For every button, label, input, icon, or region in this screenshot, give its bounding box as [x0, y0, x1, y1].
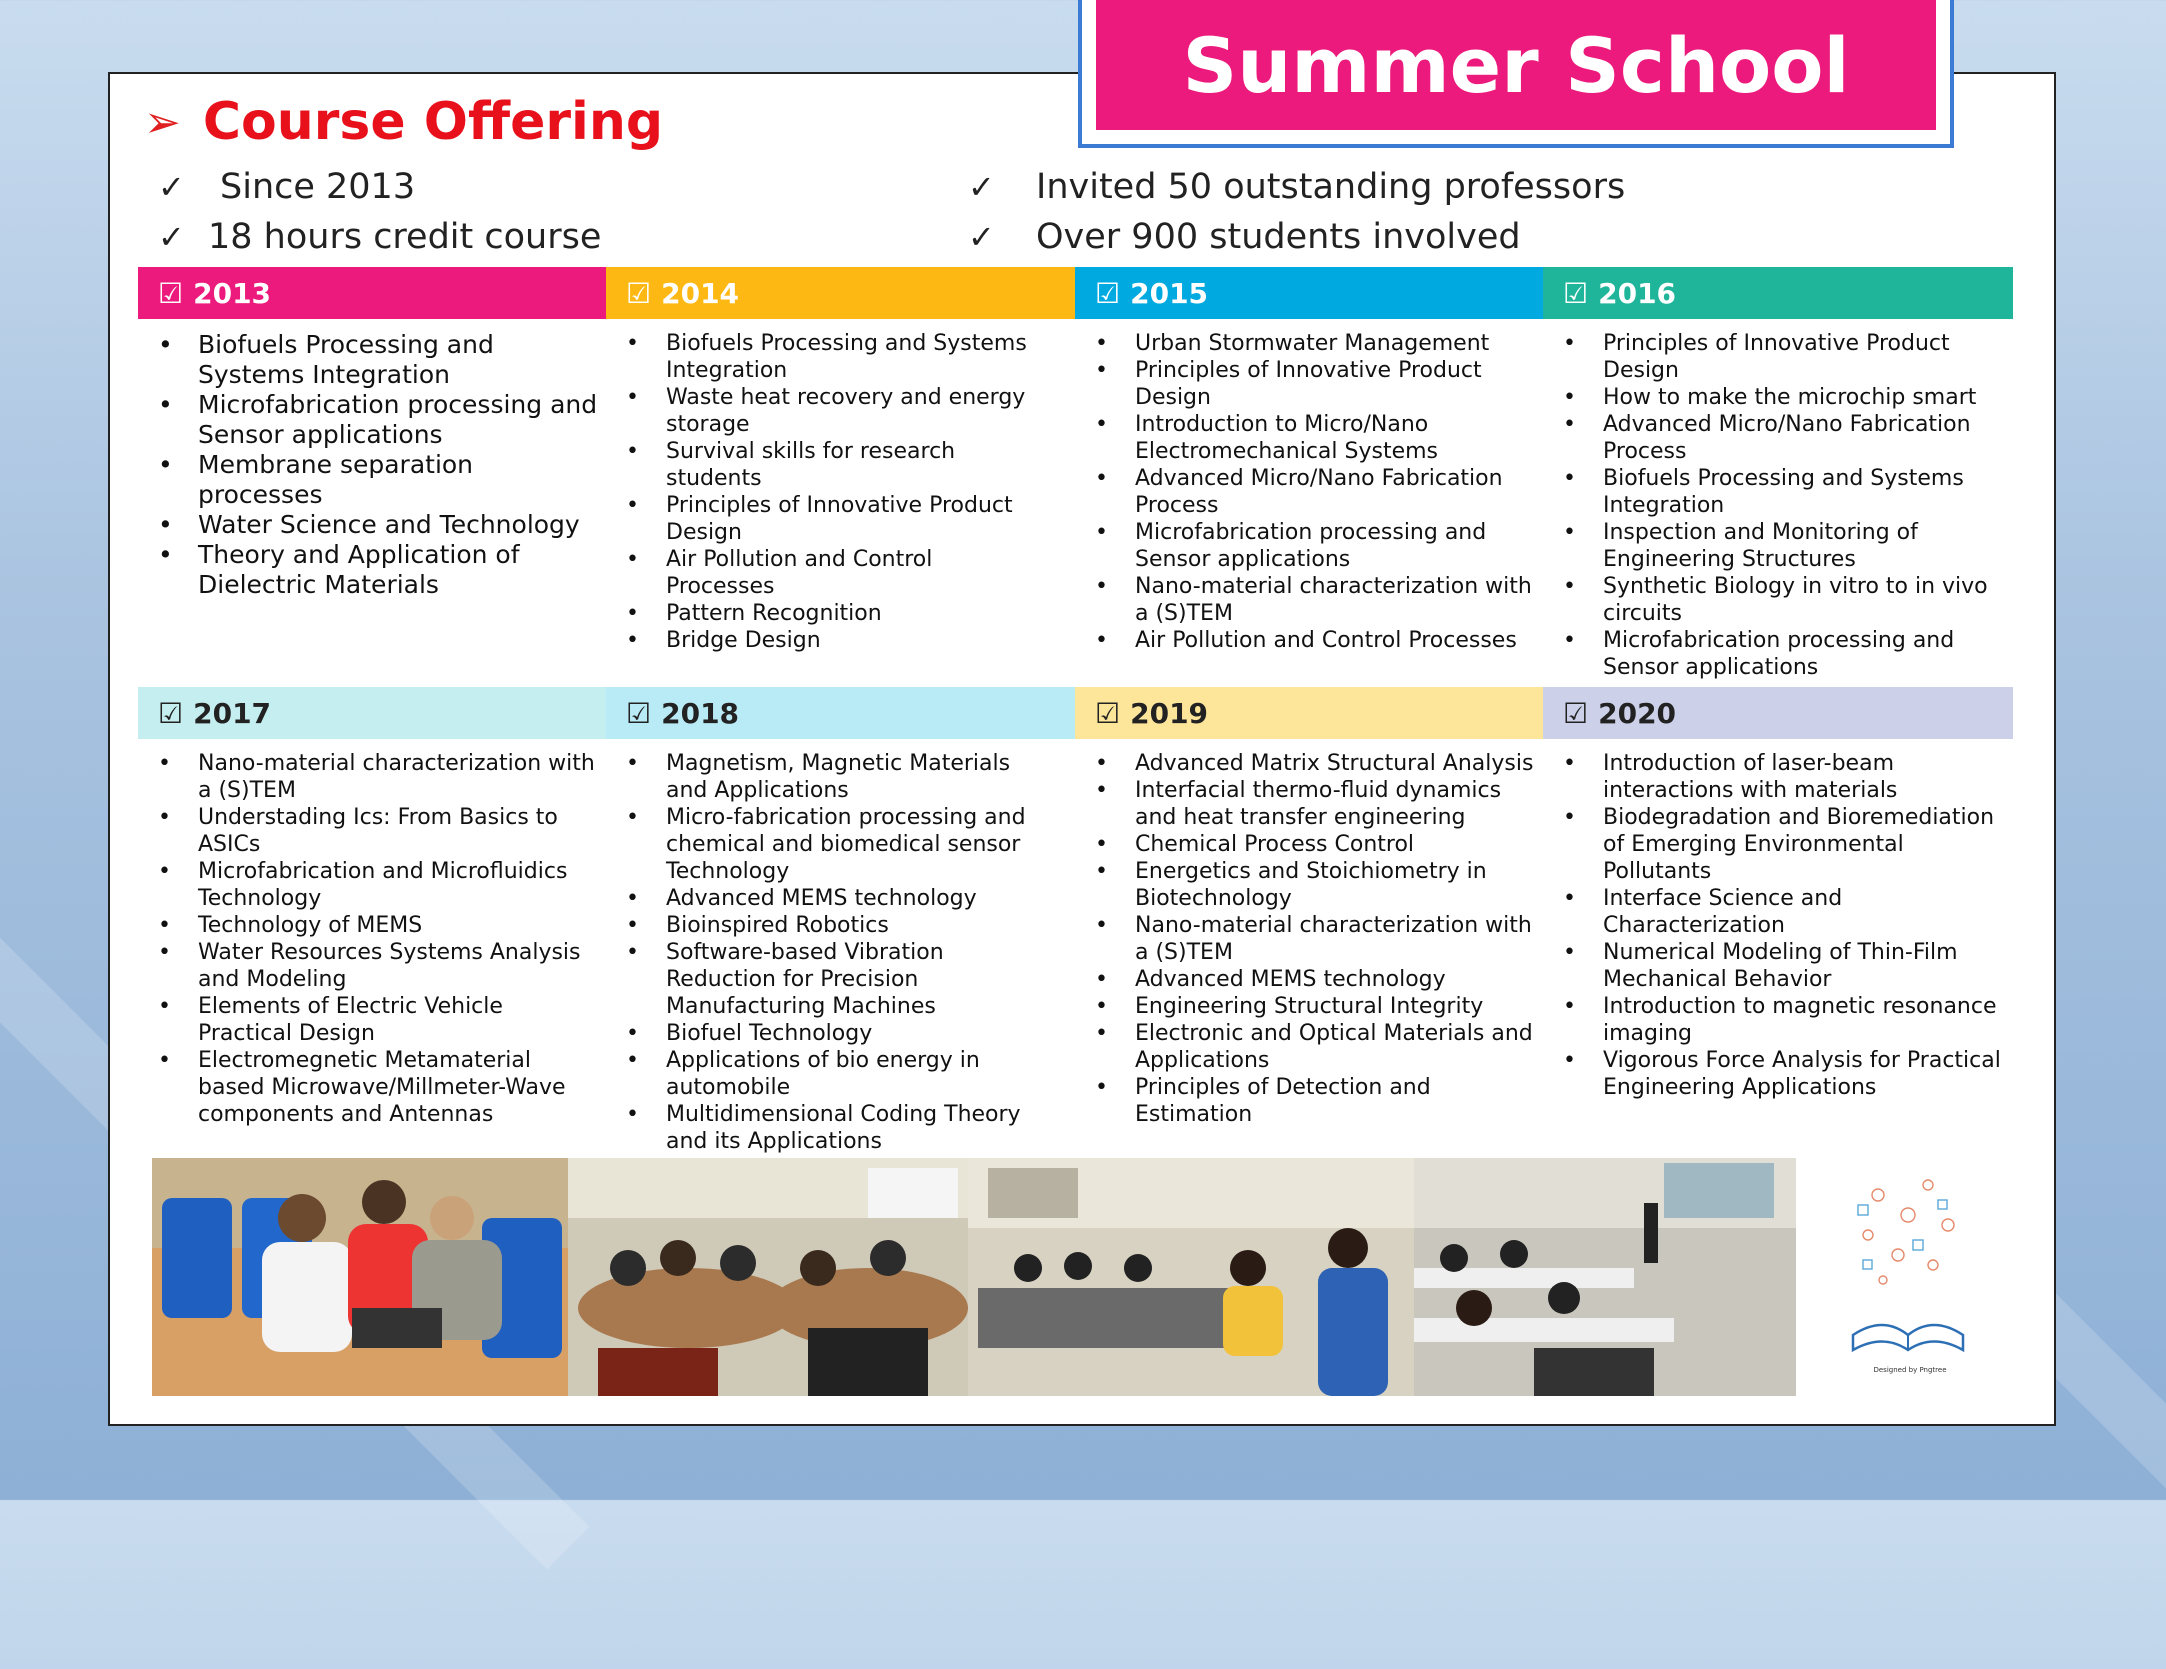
list-item: • Nano-material characterization with a (S)TEM: [1075, 912, 1545, 966]
list-item: • Energetics and Stoichiometry in Biotechnology: [1075, 858, 1545, 912]
year-label: 2016: [1598, 276, 1677, 310]
list-item: • Membrane separation processes: [138, 450, 600, 510]
course-list-2015: [1075, 330, 1545, 654]
year-header-2016: [1543, 267, 2013, 319]
list-item: • Microfabrication and Microfluidics Technology: [138, 858, 600, 912]
list-item: • Urban Stormwater Management: [1075, 330, 1545, 357]
highlight-item: [158, 217, 601, 257]
list-item: • Numerical Modeling of Thin-Film Mechanical Behavior: [1543, 939, 2013, 993]
checkmark-icon: ✓: [158, 168, 185, 206]
list-item: • Advanced MEMS technology: [1075, 966, 1545, 993]
highlight-text: Since 2013: [220, 167, 416, 207]
classroom-photo: [152, 1158, 568, 1396]
list-item: • Biofuels Processing and Systems Integration: [138, 330, 600, 390]
checkbox-icon: ☑: [1563, 696, 1589, 730]
year-header-2013: [138, 267, 606, 319]
year-label: 2014: [661, 276, 740, 310]
list-item: • Microfabrication processing and Sensor applications: [1543, 627, 2013, 681]
classroom-photo: [968, 1158, 1414, 1396]
list-item: • Theory and Application of Dielectric Materials: [138, 540, 600, 600]
highlight-item: [968, 217, 1521, 257]
list-item: • Principles of Innovative Product Design: [1075, 357, 1545, 411]
course-list-2017: [138, 750, 600, 1128]
course-list-2018: [606, 750, 1046, 1155]
list-item: • Biodegradation and Bioremediation of Emerging Environmental Pollutants: [1543, 804, 2013, 885]
section-heading: [144, 92, 663, 152]
classroom-photo: [568, 1158, 968, 1396]
checkbox-icon: ☑: [626, 696, 652, 730]
list-item: • Microfabrication processing and Sensor applications: [1075, 519, 1545, 573]
list-item: • Software-based Vibration Reduction for Precision Manufacturing Machines: [606, 939, 1046, 1020]
course-list-2014: [606, 330, 1046, 654]
year-label: 2015: [1130, 276, 1209, 310]
list-item: • Interface Science and Characterization: [1543, 885, 2013, 939]
list-item: • Inspection and Monitoring of Engineering Structures: [1543, 519, 2013, 573]
list-item: • Nano-material characterization with a (S)TEM: [138, 750, 600, 804]
checkmark-icon: ✓: [968, 168, 995, 206]
list-item: • Nano-material characterization with a (S)TEM: [1075, 573, 1545, 627]
list-item: • Advanced Micro/Nano Fabrication Process: [1543, 411, 2013, 465]
title-frame: [1078, 0, 1954, 148]
list-item: • Principles of Detection and Estimation: [1075, 1074, 1545, 1128]
highlight-text: 18 hours credit course: [208, 217, 602, 257]
course-list-2016: [1543, 330, 2013, 681]
list-item: • Biofuels Processing and Systems Integration: [606, 330, 1046, 384]
book-logo-icon: [1838, 1165, 1978, 1395]
highlight-item: [158, 167, 415, 207]
list-item: • Advanced Matrix Structural Analysis: [1075, 750, 1545, 777]
page-title: Summer School: [1096, 0, 1936, 130]
list-item: • Principles of Innovative Product Design: [606, 492, 1046, 546]
list-item: • Multidimensional Coding Theory and its Applications: [606, 1101, 1046, 1155]
course-list-2013: [138, 330, 600, 600]
list-item: • Principles of Innovative Product Design: [1543, 330, 2013, 384]
classroom-photo: [1414, 1158, 1796, 1396]
checkbox-icon: ☑: [1095, 696, 1121, 730]
list-item: • Water Resources Systems Analysis and Modeling: [138, 939, 600, 993]
checkmark-icon: ✓: [968, 218, 995, 256]
list-item: • Technology of MEMS: [138, 912, 600, 939]
list-item: • Micro-fabrication processing and chemical and biomedical sensor Technology: [606, 804, 1046, 885]
checkbox-icon: ☑: [1095, 276, 1121, 310]
list-item: • Survival skills for research students: [606, 438, 1046, 492]
list-item: • Interfacial thermo-fluid dynamics and heat transfer engineering: [1075, 777, 1545, 831]
year-label: 2020: [1598, 696, 1677, 730]
year-label: 2017: [193, 696, 272, 730]
list-item: • Bridge Design: [606, 627, 1046, 654]
list-item: • Advanced Micro/Nano Fabrication Process: [1075, 465, 1545, 519]
logo-caption: Designed by Pngtree: [1873, 1366, 1947, 1374]
course-list-2020: [1543, 750, 2013, 1101]
year-header-2015: [1075, 267, 1543, 319]
list-item: • Synthetic Biology in vitro to in vivo circuits: [1543, 573, 2013, 627]
list-item: • Biofuels Processing and Systems Integration: [1543, 465, 2013, 519]
heading-text: Course Offering: [202, 92, 664, 152]
year-header-2017: [138, 687, 606, 739]
list-item: • Pattern Recognition: [606, 600, 1046, 627]
list-item: • Electromegnetic Metamaterial based Microwave/Millmeter-Wave components and Antennas: [138, 1047, 600, 1128]
list-item: • Chemical Process Control: [1075, 831, 1545, 858]
list-item: • Microfabrication processing and Sensor applications: [138, 390, 600, 450]
checkbox-icon: ☑: [158, 696, 184, 730]
highlight-item: [968, 167, 1625, 207]
list-item: • Engineering Structural Integrity: [1075, 993, 1545, 1020]
course-list-2019: [1075, 750, 1545, 1128]
list-item: • Bioinspired Robotics: [606, 912, 1046, 939]
checkbox-icon: ☑: [1563, 276, 1589, 310]
list-item: • Understading Ics: From Basics to ASICs: [138, 804, 600, 858]
list-item: • Biofuel Technology: [606, 1020, 1046, 1047]
list-item: • Water Science and Technology: [138, 510, 600, 540]
list-item: • Elements of Electric Vehicle Practical Design: [138, 993, 600, 1047]
list-item: • Electronic and Optical Materials and Applications: [1075, 1020, 1545, 1074]
year-header-2014: [606, 267, 1075, 319]
list-item: • Introduction to Micro/Nano Electromechanical Systems: [1075, 411, 1545, 465]
list-item: • Air Pollution and Control Processes: [606, 546, 1046, 600]
highlight-text: Invited 50 outstanding professors: [1036, 167, 1626, 207]
checkbox-icon: ☑: [158, 276, 184, 310]
list-item: • How to make the microchip smart: [1543, 384, 2013, 411]
arrow-bullet-icon: ➢: [144, 96, 181, 148]
year-label: 2013: [193, 276, 272, 310]
list-item: • Introduction to magnetic resonance imaging: [1543, 993, 2013, 1047]
highlight-text: Over 900 students involved: [1036, 217, 1521, 257]
year-header-2019: [1075, 687, 1543, 739]
list-item: • Advanced MEMS technology: [606, 885, 1046, 912]
list-item: • Air Pollution and Control Processes: [1075, 627, 1545, 654]
year-label: 2019: [1130, 696, 1209, 730]
checkmark-icon: ✓: [158, 218, 185, 256]
year-label: 2018: [661, 696, 740, 730]
list-item: • Vigorous Force Analysis for Practical Engineering Applications: [1543, 1047, 2013, 1101]
list-item: • Waste heat recovery and energy storage: [606, 384, 1046, 438]
list-item: • Magnetism, Magnetic Materials and Applications: [606, 750, 1046, 804]
list-item: • Introduction of laser-beam interactions with materials: [1543, 750, 2013, 804]
year-header-2018: [606, 687, 1075, 739]
year-header-2020: [1543, 687, 2013, 739]
checkbox-icon: ☑: [626, 276, 652, 310]
list-item: • Applications of bio energy in automobile: [606, 1047, 1046, 1101]
